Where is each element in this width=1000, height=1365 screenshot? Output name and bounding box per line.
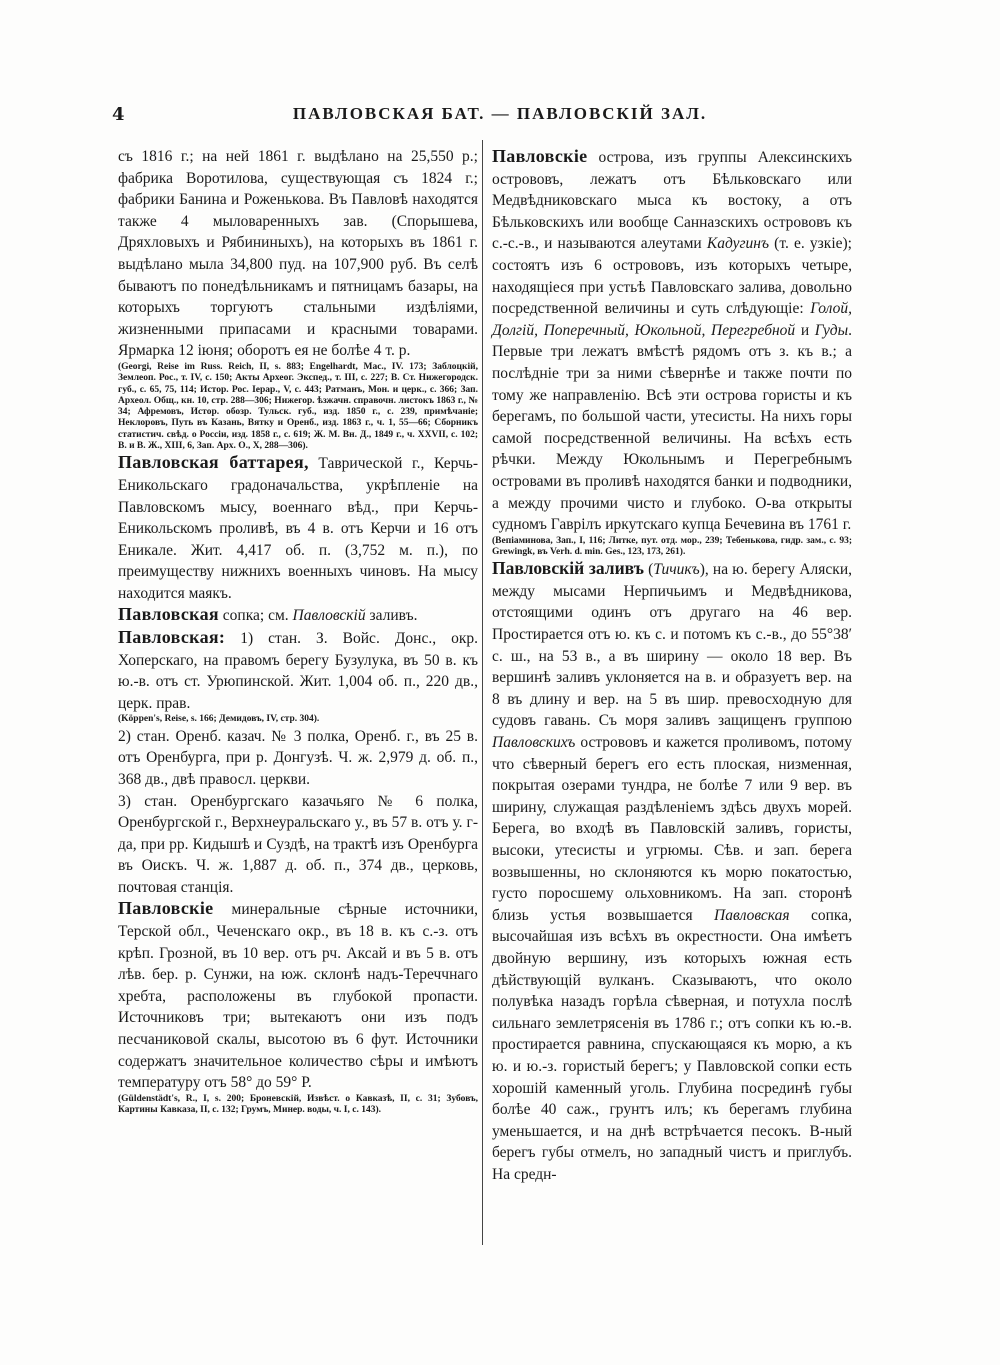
entry-text: сопка; см. bbox=[218, 607, 293, 625]
italic-term: Тичикъ bbox=[653, 561, 700, 579]
entry-pavlovskaya-stanitsa bbox=[118, 627, 478, 714]
entry-pavlovskie-islands bbox=[492, 146, 852, 536]
entry-text: 1) стан. З. Войс. Донс., окр. Хоперскаго, на правомъ берегу Бузулука, въ 50 в. къ ю.-в. отъ ст. Урюпинской. Жит. 1,004 об. п., 220 дв., церк. прав. bbox=[118, 630, 478, 712]
entry-text: Таврической г., Керчь-Еникольскаго градоначальства, укрѣпленіе на Павловскомъ мысу, военнаго вѣд., при Керчь-Еникольскомъ проливѣ, въ 4 в. отъ Керчи и 16 отъ Еникале. Жит. 4,417 об. п. (3,752 м. п.), по преимуществу нижнихъ военныхъ чиновъ. На мысу находится маякъ. bbox=[118, 455, 478, 602]
italic-term: Гуды bbox=[814, 321, 849, 339]
entry-text: острова, изъ группы Алексинскихъ острововъ, лежатъ отъ Бѣльковскаго или Медвѣдниковскаго мыса къ востоку, а отъ Бѣльковскихъ или вообще Санназскихъ острововъ къ с.-с.-в., и называются алеутами bbox=[492, 149, 852, 253]
column-divider bbox=[482, 140, 483, 1245]
entry-pavlovskaya-battery bbox=[118, 452, 478, 604]
references-springs: (Güldenstädt's, R., I, s. 200; Броневскій, Извѣст. о Кавказѣ, II, с. 31; Зубовъ, Картины Кавказа, II, с. 132; Грумъ, Минер. воды, ч. I, с. 143). bbox=[118, 1093, 478, 1116]
entry-pavlovskaya-sopka bbox=[118, 604, 478, 627]
entry-stanitsa-3: 3) стан. Оренбургскаго казачьяго № 6 полка, Оренбургской г., Верхнеуральскаго у., въ 57 в. отъ у. г-да, при рр. Кидышѣ и Суздѣ, на трактѣ изъ Оренбурга въ Оискъ. Ч. ж. 1,887 д. об. п., 374 дв., церковь, почтовая станція. bbox=[118, 792, 478, 896]
entry-headword: Павловскіе bbox=[492, 146, 588, 166]
entry-text: и bbox=[795, 321, 815, 339]
entry-text: сопка, высочайшая изъ всѣхъ въ окрестности. Она имѣетъ двойную вершину, изъ которыхъ южная есть дѣйствующій вулканъ. Сказываютъ, что около полувѣка назадъ горѣла сѣверная, и потухла послѣ сильнаго землетрясенія въ 1786 г.; отъ сопки къ ю.-в. простирается равнина, спускающаяся къ морю, а къ ю. и ю.-з. гористый берегъ; у Павловской сопки есть хорошій каменный уголь. Глубина посрединѣ губы болѣе 40 саж., грунтъ илъ; къ берегамъ глубина уменьшается, и на днѣ встрѣчается песокъ. В-ный берегъ губы отмелъ, но западный чистъ и приглубъ. На средн- bbox=[492, 906, 852, 1183]
entry-pavlovsky-bay bbox=[492, 558, 852, 1185]
entry-text: ( bbox=[643, 561, 654, 579]
entry-stanitsa-2: 2) стан. Оренб. казач. № 3 полка, Оренб. г., въ 25 в. отъ Оренбурга, при р. Донгузѣ. Ч. ж. 2,979 д. об. п., 368 дв., двѣ правосл. церкви. bbox=[118, 727, 478, 788]
references-stanitsa: (Köppen's, Reise, s. 166; Демидовъ, IV, стр. 304). bbox=[118, 714, 320, 725]
entry-text: минеральные сѣрные источники, Терской обл., Чеченскаго окр., въ 18 в. къ с.-з. отъ крѣп. Грозной, въ 10 вер. отъ рч. Аксай и въ 5 в. отъ лѣв. бер. р. Сунжи, на юж. склонѣ надъ-Тереччнаго хребта, расположены въ глубокой пропасти. Источниковъ три; вытекаютъ они изъ подъ песчаниковой скалы, высотою въ 6 фут. Источники содержатъ значительное количество сѣры и имѣютъ температуру отъ 58° до 59° Р. bbox=[118, 901, 478, 1092]
italic-term: Павловскихъ bbox=[492, 734, 576, 752]
entry-text: . Первые три лежатъ вмѣстѣ рядомъ отъ з. къ в.; а послѣдніе три за ними сѣвернѣе и также почти по тому же направленію. Всѣ эти острова гористы и къ берегамъ, по большой части, утесисты. На нихъ горы самой посредственной величины. На всѣхъ есть рѣчки. Между Юкольнымъ и Перегребнымъ островами въ проливѣ находятся банки и подводники, а между прочими чисто и глубоко. О-ва открыты судномъ Гаврілъ иркутскаго купца Бечевина въ 1761 г. bbox=[492, 321, 852, 534]
italic-term: Голой, Долгій, Поперечный, Юкольной, Перегребной bbox=[492, 300, 852, 339]
entry-headword: Павловская баттарея, bbox=[118, 452, 309, 473]
entry-text: ), на ю. берегу Аляски, между мысами Нерпичьимъ и Медвѣдникова, отстоящими одинъ отъ другаго на 46 вер. Простирается отъ ю. къ с. и потомъ къ с.-в., до 55°38′ с. ш., на 53 в., а въ ширину — около 18 вер. Въ вершинѣ заливъ уклоняется на в. и образуетъ вер. на 8 въ длину и вер. на 5 въ шир. превосходную для судовъ гавань. Съ моря заливъ защищенъ группою bbox=[492, 561, 852, 730]
italic-term: Кадугинъ bbox=[706, 235, 769, 253]
left-column bbox=[118, 146, 478, 1116]
references-pavlovo: (Georgi, Reise im Russ. Reich, II, s. 883; Engelhardt, Mac., IV. 173; Заблоцкій, Землеоп. Рос., т. IV, с. 150; Акты Археог. Экспед., т. III, с. 227; В. Ст. Нижегородск. губ., с. 65, 75, 114; Истор. Рос. Іерар., V, с. 443; Ратманъ, Мон. и церк., с. 366; Зап. Археол. Общ., кн. 10, стр. 288—306; Нижегор. ѣзжачн. справочн. листокъ 1863 г., № 34; Афремовъ, Истор. обозр. Тульск. губ., изд. 1850 г., с. 239, примѣчаніе; Неклоровъ, Путь въ Казань, Вятку и Оренб., изд. 1863 г., ч. 1, 55—66; Сборникъ статистич. свѣд. о Россіи, изд. 1858 г., с. 619; Ж. М. Вн. Д., 1849 г., ч. XXVII, с. 102; В. и В. Ж., XIII, 6, Зап. Арх. О., X, 288—306). bbox=[118, 361, 478, 452]
entry-text: (т. е. узкіе); состоятъ изъ 6 острововъ, изъ которыхъ четыре, находящіеся при устьѣ Павловскаго залива, довольно посредственной величины и суть слѣдующіе: bbox=[492, 235, 852, 318]
entry-headword: Павловская: bbox=[118, 627, 226, 648]
entry-headword: Павловскіе bbox=[118, 898, 214, 919]
running-title: ПАВЛОВСКАЯ БАТ. — ПАВЛОВСКІЙ ЗАЛ. bbox=[292, 104, 708, 123]
entry-headword: Павловскій заливъ bbox=[492, 558, 644, 579]
paragraph-pavlovo-continued: съ 1816 г.; на ней 1861 г. выдѣлано на 25,550 р.; фабрика Воротилова, существующая съ 1824 г.; фабрики Банина и Роженькова. Въ Павловѣ находятся также 4 мыловаренныхъ зав. (Спорышева, Дряхловыхъ и Рябининыхъ), на которыхъ въ 1861 г. выдѣлано мыла 34,800 пуд. на 107,900 руб. Въ селѣ бываютъ по понедѣльникамъ и пятницамъ базары, на которыхъ торгуютъ стальными издѣліями, жизненными припасами и красными товарами. Ярмарка 12 іюня; оборотъ ея не болѣе 4 т. р. bbox=[118, 148, 478, 360]
entry-text: заливъ. bbox=[365, 607, 418, 625]
entry-text: острововъ и кажется проливомъ, потому что сѣверный берегъ его есть плоская, низменная, покрытая озерами тундра, не болѣе 7 или 9 вер. въ ширину, служащая раздѣленіемъ здѣсь двухъ морей. Берега, во входѣ въ Павловскій заливъ, гористы, высоки, утесисты и угрюмы. Сѣв. и зап. берега возвышенны, но склоняются къ морю покатостью, густо поросшему ольховникомъ. На зап. сторонѣ близь устья возвышается bbox=[492, 734, 852, 924]
cross-reference: Павловскій bbox=[292, 607, 366, 625]
entry-headword: Павловская bbox=[118, 604, 219, 625]
right-column bbox=[492, 146, 852, 1186]
italic-term: Павловская bbox=[714, 906, 790, 924]
entry-pavlovskie-springs bbox=[118, 898, 478, 1093]
references-islands: (Вепіаминова, Зап., I, 116; Литке, пут. отд. мор., 239; Тебенькова, гидр. зам., с. 93; Grewingk, въ Verh. d. min. Ges., 123, 173, 261). bbox=[492, 535, 852, 557]
page-number: 4 bbox=[112, 104, 125, 125]
